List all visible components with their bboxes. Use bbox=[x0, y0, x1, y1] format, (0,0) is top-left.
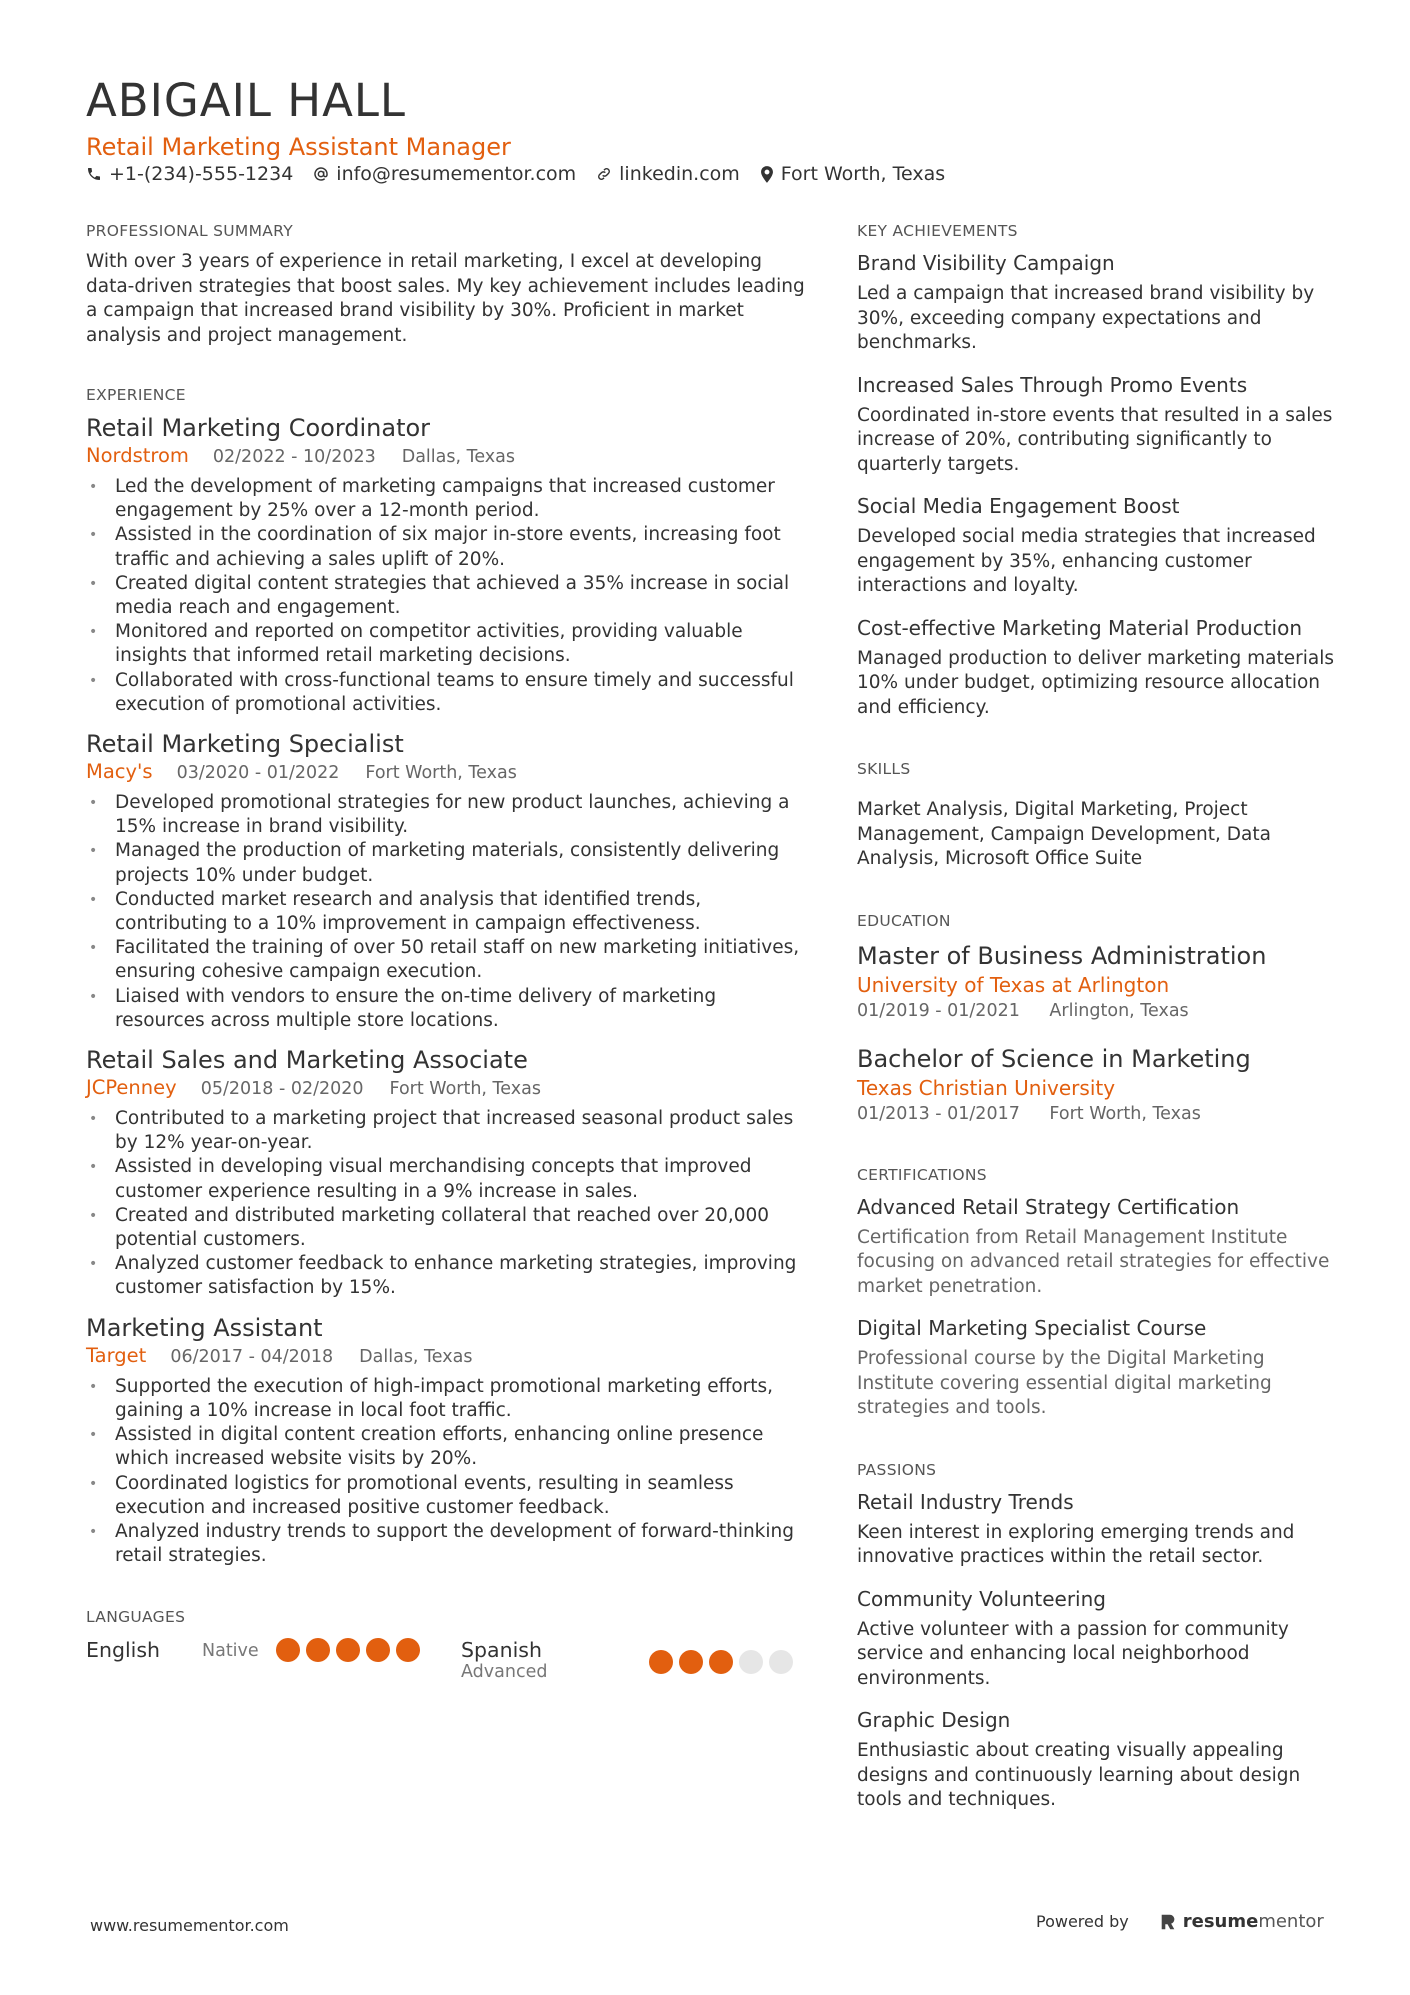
footer-website[interactable]: www.resumementor.com bbox=[90, 1916, 289, 1935]
certification-title: Advanced Retail Strategy Certification bbox=[857, 1194, 1240, 1219]
contact-phone[interactable] bbox=[86, 163, 293, 185]
job-bullet: • Assisted in the coordination of six major in-store events, increasing foot traffic and achieving a sales uplift of 20%. bbox=[86, 523, 806, 571]
job-meta bbox=[86, 1344, 806, 1369]
job-entry bbox=[86, 1312, 806, 1569]
achievement-title: Cost-effective Marketing Material Production bbox=[857, 615, 1303, 640]
achievement-item bbox=[857, 615, 1337, 721]
contact-email[interactable] bbox=[313, 163, 576, 185]
contact-linkedin[interactable] bbox=[596, 163, 740, 185]
languages-list bbox=[86, 1638, 806, 1682]
job-meta bbox=[86, 444, 806, 469]
language-rating bbox=[276, 1638, 426, 1662]
education-location: Fort Worth, Texas bbox=[1049, 1103, 1201, 1124]
job-meta bbox=[86, 760, 806, 785]
job-entry bbox=[86, 728, 806, 1033]
contact-bar bbox=[86, 163, 965, 185]
job-bullet: • Conducted market research and analysis that identified trends, contributing to a 10% improvement in campaign effectiveness. bbox=[86, 888, 806, 936]
education-meta bbox=[857, 1102, 1337, 1126]
at-icon bbox=[313, 166, 329, 182]
contact-phone-text: +1-(234)-555-1234 bbox=[109, 163, 294, 185]
job-location: Fort Worth, Texas bbox=[365, 763, 517, 784]
achievement-text: Coordinated in-store events that resulted in a sales increase of 20%, contributing significantly to quarterly targets. bbox=[857, 404, 1333, 475]
achievement-item bbox=[857, 250, 1337, 356]
education-section bbox=[857, 912, 1337, 1126]
language-rating bbox=[649, 1650, 799, 1674]
language-level: Advanced bbox=[461, 1662, 548, 1683]
job-location: Fort Worth, Texas bbox=[389, 1079, 541, 1100]
job-bullet: • Analyzed industry trends to support the development of forward-thinking retail strategies. bbox=[86, 1520, 806, 1568]
job-bullet: • Analyzed customer feedback to enhance marketing strategies, improving customer satisfaction by 15%. bbox=[86, 1252, 806, 1300]
job-entry bbox=[86, 1044, 806, 1301]
education-degree: Master of Business Administration bbox=[857, 941, 1267, 970]
job-bullet: • Led the development of marketing campaigns that increased customer engagement by 25% over a 12-month period. bbox=[86, 475, 806, 523]
education-dates: 01/2019 - 01/2021 bbox=[857, 1000, 1020, 1021]
skills-section bbox=[857, 760, 1337, 872]
certification-title: Digital Marketing Specialist Course bbox=[857, 1316, 1207, 1340]
job-bullets bbox=[86, 791, 806, 1033]
job-dates: 06/2017 - 04/2018 bbox=[170, 1346, 334, 1367]
passion-text: Active volunteer with a passion for community service and enhancing local neighborhood environments. bbox=[857, 1618, 1289, 1689]
job-company: Target bbox=[86, 1343, 147, 1367]
resumementor-logo-icon bbox=[1159, 1913, 1177, 1931]
education-dates: 01/2013 - 01/2017 bbox=[857, 1103, 1020, 1124]
language-label-group bbox=[461, 1638, 649, 1682]
passions-section bbox=[857, 1461, 1337, 1813]
job-title: Marketing Assistant bbox=[86, 1313, 323, 1342]
job-company: JCPenney bbox=[86, 1076, 177, 1100]
job-bullet: • Managed the production of marketing materials, consistently delivering projects 10% under budget. bbox=[86, 839, 806, 887]
passion-title: Community Volunteering bbox=[857, 1586, 1106, 1611]
job-bullet: • Assisted in digital content creation efforts, enhancing online presence which increased website visits by 20%. bbox=[86, 1423, 806, 1471]
job-entry bbox=[86, 412, 806, 717]
contact-linkedin-text: linkedin.com bbox=[619, 163, 740, 185]
candidate-title: Retail Marketing Assistant Manager bbox=[86, 133, 511, 161]
location-pin-icon bbox=[760, 166, 774, 183]
education-item bbox=[857, 940, 1337, 1023]
job-dates: 02/2022 - 10/2023 bbox=[212, 447, 376, 467]
passion-text: Enthusiastic about creating visually appealing designs and continuously learning about design tools and techniques. bbox=[857, 1740, 1301, 1810]
certification-text: Certification from Retail Management Institute focusing on advanced retail strategies for effective market penetration. bbox=[857, 1226, 1330, 1297]
job-bullet: • Collaborated with cross-functional teams to ensure timely and successful execution of promotional activities. bbox=[86, 669, 806, 717]
achievements-heading: KEY ACHIEVEMENTS bbox=[857, 222, 1018, 240]
job-title: Retail Sales and Marketing Associate bbox=[86, 1046, 528, 1075]
achievement-text: Managed production to deliver marketing materials 10% under budget, optimizing resource allocation and efficiency. bbox=[857, 647, 1334, 718]
contact-location bbox=[760, 163, 945, 185]
passion-item bbox=[857, 1489, 1337, 1570]
job-dates: 05/2018 - 02/2020 bbox=[200, 1079, 364, 1100]
job-bullet: • Liaised with vendors to ensure the on-time delivery of marketing resources across multiple store locations. bbox=[86, 985, 806, 1033]
job-title: Retail Marketing Coordinator bbox=[86, 414, 431, 442]
powered-by-label: Powered by bbox=[1036, 1912, 1129, 1931]
brand-bold: resume bbox=[1182, 1911, 1259, 1932]
achievement-title: Brand Visibility Campaign bbox=[857, 251, 1115, 275]
language-item bbox=[461, 1638, 799, 1682]
job-dates: 03/2020 - 01/2022 bbox=[176, 763, 340, 784]
job-bullet: • Facilitated the training of over 50 retail staff on new marketing initiatives, ensuring cohesive campaign execution. bbox=[86, 936, 806, 984]
rating-dot-filled bbox=[679, 1650, 703, 1674]
candidate-name: ABIGAIL HALL bbox=[86, 74, 406, 127]
experience-heading: EXPERIENCE bbox=[86, 386, 186, 404]
education-heading: EDUCATION bbox=[857, 911, 951, 930]
link-icon bbox=[596, 166, 612, 182]
passions-heading: PASSIONS bbox=[857, 1460, 937, 1479]
job-company: Macy's bbox=[86, 760, 153, 784]
rating-dot-filled bbox=[649, 1650, 673, 1674]
achievement-text: Led a campaign that increased brand visibility by 30%, exceeding company expectations and benchmarks. bbox=[857, 283, 1315, 353]
footer-powered bbox=[1036, 1911, 1324, 1932]
education-item bbox=[857, 1043, 1337, 1126]
certification-text: Professional course by the Digital Marketing Institute covering essential digital marketing strategies and tools. bbox=[857, 1348, 1272, 1418]
rating-dot-filled bbox=[366, 1638, 390, 1662]
achievements-section bbox=[857, 222, 1337, 720]
job-bullet: • Coordinated logistics for promotional events, resulting in seamless execution and increased positive customer feedback. bbox=[86, 1472, 806, 1520]
job-location: Dallas, Texas bbox=[359, 1346, 473, 1367]
job-bullet: • Created digital content strategies that achieved a 35% increase in social media reach and engagement. bbox=[86, 572, 806, 620]
achievement-text: Developed social media strategies that increased engagement by 35%, enhancing customer interactions and loyalty. bbox=[857, 526, 1316, 596]
languages-section bbox=[86, 1608, 806, 1682]
job-company: Nordstrom bbox=[86, 444, 189, 467]
language-level: Native bbox=[202, 1641, 259, 1662]
job-bullets bbox=[86, 1107, 806, 1301]
education-degree: Bachelor of Science in Marketing bbox=[857, 1044, 1251, 1073]
achievement-title: Increased Sales Through Promo Events bbox=[857, 372, 1248, 397]
skills-heading: SKILLS bbox=[857, 760, 911, 778]
language-name: English bbox=[86, 1638, 161, 1663]
achievement-title: Social Media Engagement Boost bbox=[857, 494, 1180, 518]
achievement-item bbox=[857, 372, 1337, 478]
rating-dot-filled bbox=[306, 1638, 330, 1662]
rating-dot-filled bbox=[396, 1638, 420, 1662]
education-meta bbox=[857, 999, 1337, 1023]
brand-light: mentor bbox=[1258, 1911, 1324, 1932]
left-column bbox=[86, 222, 806, 1682]
rating-dot-empty bbox=[739, 1650, 763, 1674]
rating-dot-filled bbox=[709, 1650, 733, 1674]
summary-text: With over 3 years of experience in retail marketing, I excel at developing data-driven strategies that boost sales. My key achievement includes leading a campaign that increased brand visibility by 30%. Proficient in market analysis and project management. bbox=[86, 251, 805, 346]
summary-section bbox=[86, 222, 806, 348]
rating-dot-empty bbox=[769, 1650, 793, 1674]
education-location: Arlington, Texas bbox=[1049, 1000, 1189, 1021]
languages-heading: LANGUAGES bbox=[86, 1608, 186, 1627]
summary-heading: PROFESSIONAL SUMMARY bbox=[86, 222, 294, 240]
job-bullets bbox=[86, 475, 806, 717]
job-location: Dallas, Texas bbox=[401, 447, 515, 467]
certifications-section bbox=[857, 1166, 1337, 1421]
job-bullet: • Developed promotional strategies for new product launches, achieving a 15% increase in brand visibility. bbox=[86, 791, 806, 839]
contact-location-text: Fort Worth, Texas bbox=[780, 163, 946, 185]
rating-dot-filled bbox=[336, 1638, 360, 1662]
brand-logo[interactable] bbox=[1159, 1911, 1324, 1932]
skills-text: Market Analysis, Digital Marketing, Project Management, Campaign Development, Data Analysis, Microsoft Office Suite bbox=[857, 799, 1271, 869]
passion-title: Graphic Design bbox=[857, 1708, 1011, 1732]
education-school: University of Texas at Arlington bbox=[857, 972, 1170, 997]
rating-dot-filled bbox=[276, 1638, 300, 1662]
phone-icon bbox=[86, 166, 102, 182]
language-item bbox=[86, 1638, 461, 1662]
language-name: Spanish bbox=[461, 1638, 542, 1663]
job-bullets bbox=[86, 1375, 806, 1569]
job-bullet: • Created and distributed marketing collateral that reached over 20,000 potential customers. bbox=[86, 1204, 806, 1252]
passion-item bbox=[857, 1586, 1337, 1692]
experience-section bbox=[86, 386, 806, 1568]
education-school: Texas Christian University bbox=[857, 1075, 1116, 1100]
certification-item bbox=[857, 1194, 1337, 1300]
achievement-item bbox=[857, 493, 1337, 599]
certifications-heading: CERTIFICATIONS bbox=[857, 1165, 987, 1184]
job-bullet: • Supported the execution of high-impact promotional marketing efforts, gaining a 10% increase in local foot traffic. bbox=[86, 1375, 806, 1423]
job-bullet: • Monitored and reported on competitor activities, providing valuable insights that informed retail marketing decisions. bbox=[86, 620, 806, 668]
contact-email-text: info@resumementor.com bbox=[336, 163, 577, 185]
job-title: Retail Marketing Specialist bbox=[86, 730, 404, 759]
job-bullet: • Contributed to a marketing project that increased seasonal product sales by 12% year-on-year. bbox=[86, 1107, 806, 1155]
passion-item bbox=[857, 1707, 1337, 1813]
certification-item bbox=[857, 1315, 1337, 1421]
job-meta bbox=[86, 1076, 806, 1101]
passion-text: Keen interest in exploring emerging trends and innovative practices within the retail sector. bbox=[857, 1521, 1295, 1567]
passion-title: Retail Industry Trends bbox=[857, 1489, 1074, 1514]
job-bullet: • Assisted in developing visual merchandising concepts that improved customer experience resulting in a 9% increase in sales. bbox=[86, 1155, 806, 1203]
right-column bbox=[857, 222, 1337, 1813]
